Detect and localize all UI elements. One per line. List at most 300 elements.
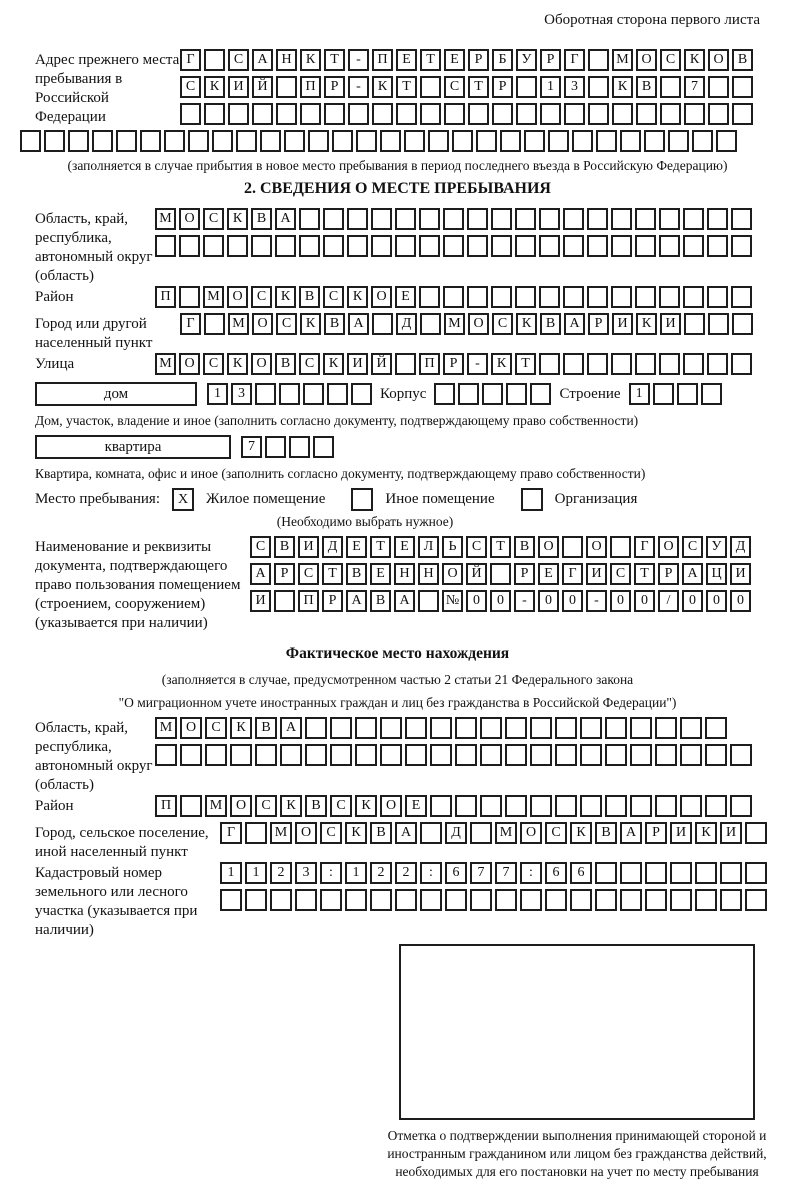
- char-cell[interactable]: [500, 130, 521, 152]
- char-cell[interactable]: Д: [730, 536, 751, 558]
- char-cell[interactable]: К: [491, 353, 512, 375]
- char-cell[interactable]: О: [227, 286, 248, 308]
- char-cell[interactable]: [347, 208, 368, 230]
- char-cell[interactable]: Е: [346, 536, 367, 558]
- char-cell[interactable]: [212, 130, 233, 152]
- char-cell[interactable]: [635, 353, 656, 375]
- char-cell[interactable]: 2: [395, 862, 417, 884]
- char-cell[interactable]: И: [660, 313, 681, 335]
- char-cell[interactable]: А: [348, 313, 369, 335]
- char-cell[interactable]: В: [324, 313, 345, 335]
- char-cell[interactable]: С: [203, 208, 224, 230]
- char-cell[interactable]: [692, 130, 713, 152]
- char-cell[interactable]: [308, 130, 329, 152]
- char-cell[interactable]: В: [636, 76, 657, 98]
- char-cell[interactable]: [716, 130, 737, 152]
- char-cell[interactable]: В: [299, 286, 320, 308]
- char-cell[interactable]: [588, 49, 609, 71]
- char-cell[interactable]: М: [205, 795, 227, 817]
- char-cell[interactable]: [596, 130, 617, 152]
- char-cell[interactable]: [730, 744, 752, 766]
- char-cell[interactable]: С: [444, 76, 465, 98]
- char-cell[interactable]: [659, 235, 680, 257]
- char-cell[interactable]: В: [305, 795, 327, 817]
- char-cell[interactable]: [332, 130, 353, 152]
- char-cell[interactable]: [245, 822, 267, 844]
- char-cell[interactable]: И: [586, 563, 607, 585]
- char-cell[interactable]: Г: [564, 49, 585, 71]
- char-cell[interactable]: К: [684, 49, 705, 71]
- char-cell[interactable]: О: [371, 286, 392, 308]
- char-cell[interactable]: [92, 130, 113, 152]
- char-cell[interactable]: М: [228, 313, 249, 335]
- char-cell[interactable]: О: [468, 313, 489, 335]
- char-cell[interactable]: М: [444, 313, 465, 335]
- char-cell[interactable]: [179, 235, 200, 257]
- char-cell[interactable]: [720, 889, 742, 911]
- char-cell[interactable]: [668, 130, 689, 152]
- char-cell[interactable]: Р: [540, 49, 561, 71]
- char-cell[interactable]: К: [695, 822, 717, 844]
- char-cell[interactable]: [443, 286, 464, 308]
- char-cell[interactable]: Т: [515, 353, 536, 375]
- char-cell[interactable]: [419, 235, 440, 257]
- char-cell[interactable]: [372, 313, 393, 335]
- char-cell[interactable]: И: [347, 353, 368, 375]
- char-cell[interactable]: [580, 795, 602, 817]
- char-cell[interactable]: [405, 744, 427, 766]
- char-cell[interactable]: [404, 130, 425, 152]
- char-cell[interactable]: [480, 744, 502, 766]
- char-cell[interactable]: [683, 286, 704, 308]
- char-cell[interactable]: И: [730, 563, 751, 585]
- char-cell[interactable]: [490, 563, 511, 585]
- char-cell[interactable]: [204, 103, 225, 125]
- char-cell[interactable]: М: [155, 208, 176, 230]
- char-cell[interactable]: Л: [418, 536, 439, 558]
- char-cell[interactable]: [371, 235, 392, 257]
- char-cell[interactable]: [482, 383, 503, 405]
- char-cell[interactable]: [695, 862, 717, 884]
- char-cell[interactable]: С: [466, 536, 487, 558]
- char-cell[interactable]: 0: [610, 590, 631, 612]
- char-cell[interactable]: [467, 286, 488, 308]
- char-cell[interactable]: Р: [324, 76, 345, 98]
- char-cell[interactable]: [260, 130, 281, 152]
- char-cell[interactable]: [720, 862, 742, 884]
- char-cell[interactable]: [204, 49, 225, 71]
- char-cell[interactable]: Е: [394, 536, 415, 558]
- char-cell[interactable]: Т: [468, 76, 489, 98]
- char-cell[interactable]: Й: [371, 353, 392, 375]
- char-cell[interactable]: [467, 208, 488, 230]
- char-cell[interactable]: К: [275, 286, 296, 308]
- char-cell[interactable]: П: [155, 286, 176, 308]
- char-cell[interactable]: [458, 383, 479, 405]
- char-cell[interactable]: -: [348, 76, 369, 98]
- char-cell[interactable]: [420, 822, 442, 844]
- char-cell[interactable]: [204, 313, 225, 335]
- char-cell[interactable]: [420, 103, 441, 125]
- char-cell[interactable]: [420, 889, 442, 911]
- char-cell[interactable]: [188, 130, 209, 152]
- char-cell[interactable]: [731, 235, 752, 257]
- char-cell[interactable]: М: [612, 49, 633, 71]
- char-cell[interactable]: А: [620, 822, 642, 844]
- char-cell[interactable]: [444, 103, 465, 125]
- char-cell[interactable]: [430, 795, 452, 817]
- char-cell[interactable]: Ь: [442, 536, 463, 558]
- char-cell[interactable]: С: [323, 286, 344, 308]
- char-cell[interactable]: [492, 103, 513, 125]
- char-cell[interactable]: Е: [370, 563, 391, 585]
- char-cell[interactable]: [705, 795, 727, 817]
- char-cell[interactable]: С: [251, 286, 272, 308]
- char-cell[interactable]: А: [252, 49, 273, 71]
- char-cell[interactable]: [636, 103, 657, 125]
- char-cell[interactable]: [635, 235, 656, 257]
- char-cell[interactable]: Й: [252, 76, 273, 98]
- char-cell[interactable]: [305, 717, 327, 739]
- char-cell[interactable]: [323, 208, 344, 230]
- char-cell[interactable]: [348, 103, 369, 125]
- char-cell[interactable]: С: [660, 49, 681, 71]
- char-cell[interactable]: [418, 590, 439, 612]
- char-cell[interactable]: Е: [395, 286, 416, 308]
- char-cell[interactable]: [730, 795, 752, 817]
- char-cell[interactable]: [745, 862, 767, 884]
- char-cell[interactable]: Й: [466, 563, 487, 585]
- char-cell[interactable]: [530, 383, 551, 405]
- char-cell[interactable]: 0: [706, 590, 727, 612]
- char-cell[interactable]: [180, 744, 202, 766]
- char-cell[interactable]: [707, 286, 728, 308]
- char-cell[interactable]: С: [610, 563, 631, 585]
- char-cell[interactable]: [351, 383, 372, 405]
- char-cell[interactable]: [645, 889, 667, 911]
- char-cell[interactable]: [515, 286, 536, 308]
- char-cell[interactable]: [530, 717, 552, 739]
- char-cell[interactable]: А: [395, 822, 417, 844]
- residential-checkbox[interactable]: X: [172, 488, 194, 511]
- char-cell[interactable]: К: [227, 208, 248, 230]
- char-cell[interactable]: -: [348, 49, 369, 71]
- char-cell[interactable]: [655, 717, 677, 739]
- char-cell[interactable]: [265, 436, 286, 458]
- char-cell[interactable]: [588, 103, 609, 125]
- char-cell[interactable]: [545, 889, 567, 911]
- char-cell[interactable]: Г: [180, 313, 201, 335]
- char-cell[interactable]: [708, 313, 729, 335]
- char-cell[interactable]: /: [658, 590, 679, 612]
- char-cell[interactable]: [660, 76, 681, 98]
- char-cell[interactable]: И: [250, 590, 271, 612]
- char-cell[interactable]: О: [586, 536, 607, 558]
- char-cell[interactable]: Р: [658, 563, 679, 585]
- char-cell[interactable]: [205, 744, 227, 766]
- char-cell[interactable]: Д: [322, 536, 343, 558]
- char-cell[interactable]: [372, 103, 393, 125]
- char-cell[interactable]: Н: [418, 563, 439, 585]
- char-cell[interactable]: [303, 383, 324, 405]
- char-cell[interactable]: [670, 862, 692, 884]
- char-cell[interactable]: О: [252, 313, 273, 335]
- char-cell[interactable]: [505, 744, 527, 766]
- char-cell[interactable]: [570, 889, 592, 911]
- char-cell[interactable]: [530, 795, 552, 817]
- char-cell[interactable]: [701, 383, 722, 405]
- char-cell[interactable]: [563, 353, 584, 375]
- char-cell[interactable]: Т: [396, 76, 417, 98]
- char-cell[interactable]: О: [295, 822, 317, 844]
- char-cell[interactable]: С: [320, 822, 342, 844]
- char-cell[interactable]: [562, 536, 583, 558]
- char-cell[interactable]: [470, 889, 492, 911]
- char-cell[interactable]: [659, 286, 680, 308]
- char-cell[interactable]: О: [251, 353, 272, 375]
- char-cell[interactable]: [395, 235, 416, 257]
- char-cell[interactable]: [245, 889, 267, 911]
- char-cell[interactable]: [420, 313, 441, 335]
- char-cell[interactable]: [555, 795, 577, 817]
- char-cell[interactable]: [289, 436, 310, 458]
- char-cell[interactable]: [580, 717, 602, 739]
- char-cell[interactable]: К: [347, 286, 368, 308]
- char-cell[interactable]: С: [298, 563, 319, 585]
- char-cell[interactable]: Д: [445, 822, 467, 844]
- char-cell[interactable]: Т: [420, 49, 441, 71]
- char-cell[interactable]: [276, 76, 297, 98]
- char-cell[interactable]: В: [370, 822, 392, 844]
- char-cell[interactable]: [731, 286, 752, 308]
- char-cell[interactable]: К: [570, 822, 592, 844]
- char-cell[interactable]: [555, 717, 577, 739]
- char-cell[interactable]: [630, 744, 652, 766]
- char-cell[interactable]: [347, 235, 368, 257]
- char-cell[interactable]: К: [230, 717, 252, 739]
- char-cell[interactable]: [203, 235, 224, 257]
- char-cell[interactable]: А: [394, 590, 415, 612]
- char-cell[interactable]: [300, 103, 321, 125]
- char-cell[interactable]: [684, 313, 705, 335]
- char-cell[interactable]: Г: [562, 563, 583, 585]
- char-cell[interactable]: Г: [220, 822, 242, 844]
- char-cell[interactable]: [539, 286, 560, 308]
- char-cell[interactable]: Р: [443, 353, 464, 375]
- char-cell[interactable]: 7: [470, 862, 492, 884]
- char-cell[interactable]: [380, 744, 402, 766]
- char-cell[interactable]: А: [346, 590, 367, 612]
- char-cell[interactable]: [563, 286, 584, 308]
- char-cell[interactable]: С: [492, 313, 513, 335]
- char-cell[interactable]: [530, 744, 552, 766]
- char-cell[interactable]: В: [540, 313, 561, 335]
- char-cell[interactable]: [252, 103, 273, 125]
- char-cell[interactable]: О: [442, 563, 463, 585]
- char-cell[interactable]: [476, 130, 497, 152]
- char-cell[interactable]: О: [708, 49, 729, 71]
- char-cell[interactable]: [228, 103, 249, 125]
- char-cell[interactable]: [330, 717, 352, 739]
- char-cell[interactable]: [274, 590, 295, 612]
- char-cell[interactable]: [395, 353, 416, 375]
- char-cell[interactable]: [539, 353, 560, 375]
- char-cell[interactable]: -: [514, 590, 535, 612]
- char-cell[interactable]: Е: [396, 49, 417, 71]
- char-cell[interactable]: [612, 103, 633, 125]
- char-cell[interactable]: [683, 353, 704, 375]
- char-cell[interactable]: Т: [370, 536, 391, 558]
- char-cell[interactable]: [467, 235, 488, 257]
- char-cell[interactable]: №: [442, 590, 463, 612]
- char-cell[interactable]: [305, 744, 327, 766]
- char-cell[interactable]: С: [330, 795, 352, 817]
- char-cell[interactable]: [588, 76, 609, 98]
- char-cell[interactable]: В: [275, 353, 296, 375]
- char-cell[interactable]: [420, 76, 441, 98]
- char-cell[interactable]: 0: [562, 590, 583, 612]
- organization-checkbox[interactable]: [521, 488, 543, 511]
- char-cell[interactable]: С: [682, 536, 703, 558]
- char-cell[interactable]: А: [682, 563, 703, 585]
- char-cell[interactable]: [680, 744, 702, 766]
- char-cell[interactable]: Н: [394, 563, 415, 585]
- char-cell[interactable]: 6: [570, 862, 592, 884]
- char-cell[interactable]: [630, 795, 652, 817]
- char-cell[interactable]: [680, 717, 702, 739]
- char-cell[interactable]: [275, 235, 296, 257]
- char-cell[interactable]: [356, 130, 377, 152]
- char-cell[interactable]: [164, 130, 185, 152]
- char-cell[interactable]: [732, 313, 753, 335]
- char-cell[interactable]: [731, 208, 752, 230]
- char-cell[interactable]: О: [180, 717, 202, 739]
- char-cell[interactable]: [595, 862, 617, 884]
- char-cell[interactable]: [284, 130, 305, 152]
- char-cell[interactable]: П: [300, 76, 321, 98]
- char-cell[interactable]: Н: [276, 49, 297, 71]
- char-cell[interactable]: 3: [231, 383, 252, 405]
- char-cell[interactable]: С: [299, 353, 320, 375]
- char-cell[interactable]: [505, 795, 527, 817]
- char-cell[interactable]: [371, 208, 392, 230]
- char-cell[interactable]: [705, 717, 727, 739]
- char-cell[interactable]: [611, 235, 632, 257]
- char-cell[interactable]: О: [636, 49, 657, 71]
- char-cell[interactable]: У: [516, 49, 537, 71]
- char-cell[interactable]: О: [658, 536, 679, 558]
- char-cell[interactable]: [516, 103, 537, 125]
- char-cell[interactable]: [520, 889, 542, 911]
- char-cell[interactable]: О: [179, 353, 200, 375]
- char-cell[interactable]: 0: [634, 590, 655, 612]
- char-cell[interactable]: [605, 717, 627, 739]
- char-cell[interactable]: Ц: [706, 563, 727, 585]
- char-cell[interactable]: К: [355, 795, 377, 817]
- char-cell[interactable]: [563, 235, 584, 257]
- char-cell[interactable]: [620, 130, 641, 152]
- char-cell[interactable]: 0: [682, 590, 703, 612]
- char-cell[interactable]: [563, 208, 584, 230]
- char-cell[interactable]: [455, 744, 477, 766]
- char-cell[interactable]: [731, 353, 752, 375]
- char-cell[interactable]: А: [564, 313, 585, 335]
- char-cell[interactable]: [620, 889, 642, 911]
- char-cell[interactable]: [555, 744, 577, 766]
- char-cell[interactable]: О: [380, 795, 402, 817]
- char-cell[interactable]: [255, 383, 276, 405]
- char-cell[interactable]: К: [204, 76, 225, 98]
- char-cell[interactable]: [491, 208, 512, 230]
- char-cell[interactable]: Е: [538, 563, 559, 585]
- char-cell[interactable]: [540, 103, 561, 125]
- char-cell[interactable]: 0: [466, 590, 487, 612]
- char-cell[interactable]: [495, 889, 517, 911]
- char-cell[interactable]: [707, 353, 728, 375]
- char-cell[interactable]: 1: [345, 862, 367, 884]
- char-cell[interactable]: С: [205, 717, 227, 739]
- char-cell[interactable]: [587, 353, 608, 375]
- char-cell[interactable]: 1: [245, 862, 267, 884]
- char-cell[interactable]: [505, 717, 527, 739]
- char-cell[interactable]: :: [420, 862, 442, 884]
- char-cell[interactable]: 1: [220, 862, 242, 884]
- char-cell[interactable]: 1: [629, 383, 650, 405]
- char-cell[interactable]: [405, 717, 427, 739]
- char-cell[interactable]: [708, 103, 729, 125]
- char-cell[interactable]: [683, 208, 704, 230]
- char-cell[interactable]: К: [227, 353, 248, 375]
- char-cell[interactable]: [707, 208, 728, 230]
- char-cell[interactable]: [230, 744, 252, 766]
- char-cell[interactable]: [345, 889, 367, 911]
- char-cell[interactable]: [327, 383, 348, 405]
- char-cell[interactable]: [270, 889, 292, 911]
- char-cell[interactable]: [745, 822, 767, 844]
- other-premises-checkbox[interactable]: [351, 488, 373, 511]
- char-cell[interactable]: [548, 130, 569, 152]
- char-cell[interactable]: Р: [514, 563, 535, 585]
- char-cell[interactable]: [155, 744, 177, 766]
- char-cell[interactable]: [515, 208, 536, 230]
- char-cell[interactable]: [419, 286, 440, 308]
- char-cell[interactable]: О: [520, 822, 542, 844]
- char-cell[interactable]: [587, 286, 608, 308]
- char-cell[interactable]: [610, 536, 631, 558]
- char-cell[interactable]: [580, 744, 602, 766]
- char-cell[interactable]: Т: [634, 563, 655, 585]
- char-cell[interactable]: Е: [405, 795, 427, 817]
- char-cell[interactable]: К: [323, 353, 344, 375]
- char-cell[interactable]: [524, 130, 545, 152]
- char-cell[interactable]: [452, 130, 473, 152]
- char-cell[interactable]: В: [370, 590, 391, 612]
- house-type-box[interactable]: дом: [35, 382, 197, 406]
- char-cell[interactable]: М: [203, 286, 224, 308]
- char-cell[interactable]: [611, 208, 632, 230]
- char-cell[interactable]: [155, 235, 176, 257]
- flat-type-box[interactable]: квартира: [35, 435, 231, 459]
- char-cell[interactable]: [659, 353, 680, 375]
- char-cell[interactable]: И: [298, 536, 319, 558]
- char-cell[interactable]: [677, 383, 698, 405]
- char-cell[interactable]: В: [346, 563, 367, 585]
- char-cell[interactable]: [683, 235, 704, 257]
- char-cell[interactable]: О: [179, 208, 200, 230]
- char-cell[interactable]: [295, 889, 317, 911]
- char-cell[interactable]: [745, 889, 767, 911]
- char-cell[interactable]: [370, 889, 392, 911]
